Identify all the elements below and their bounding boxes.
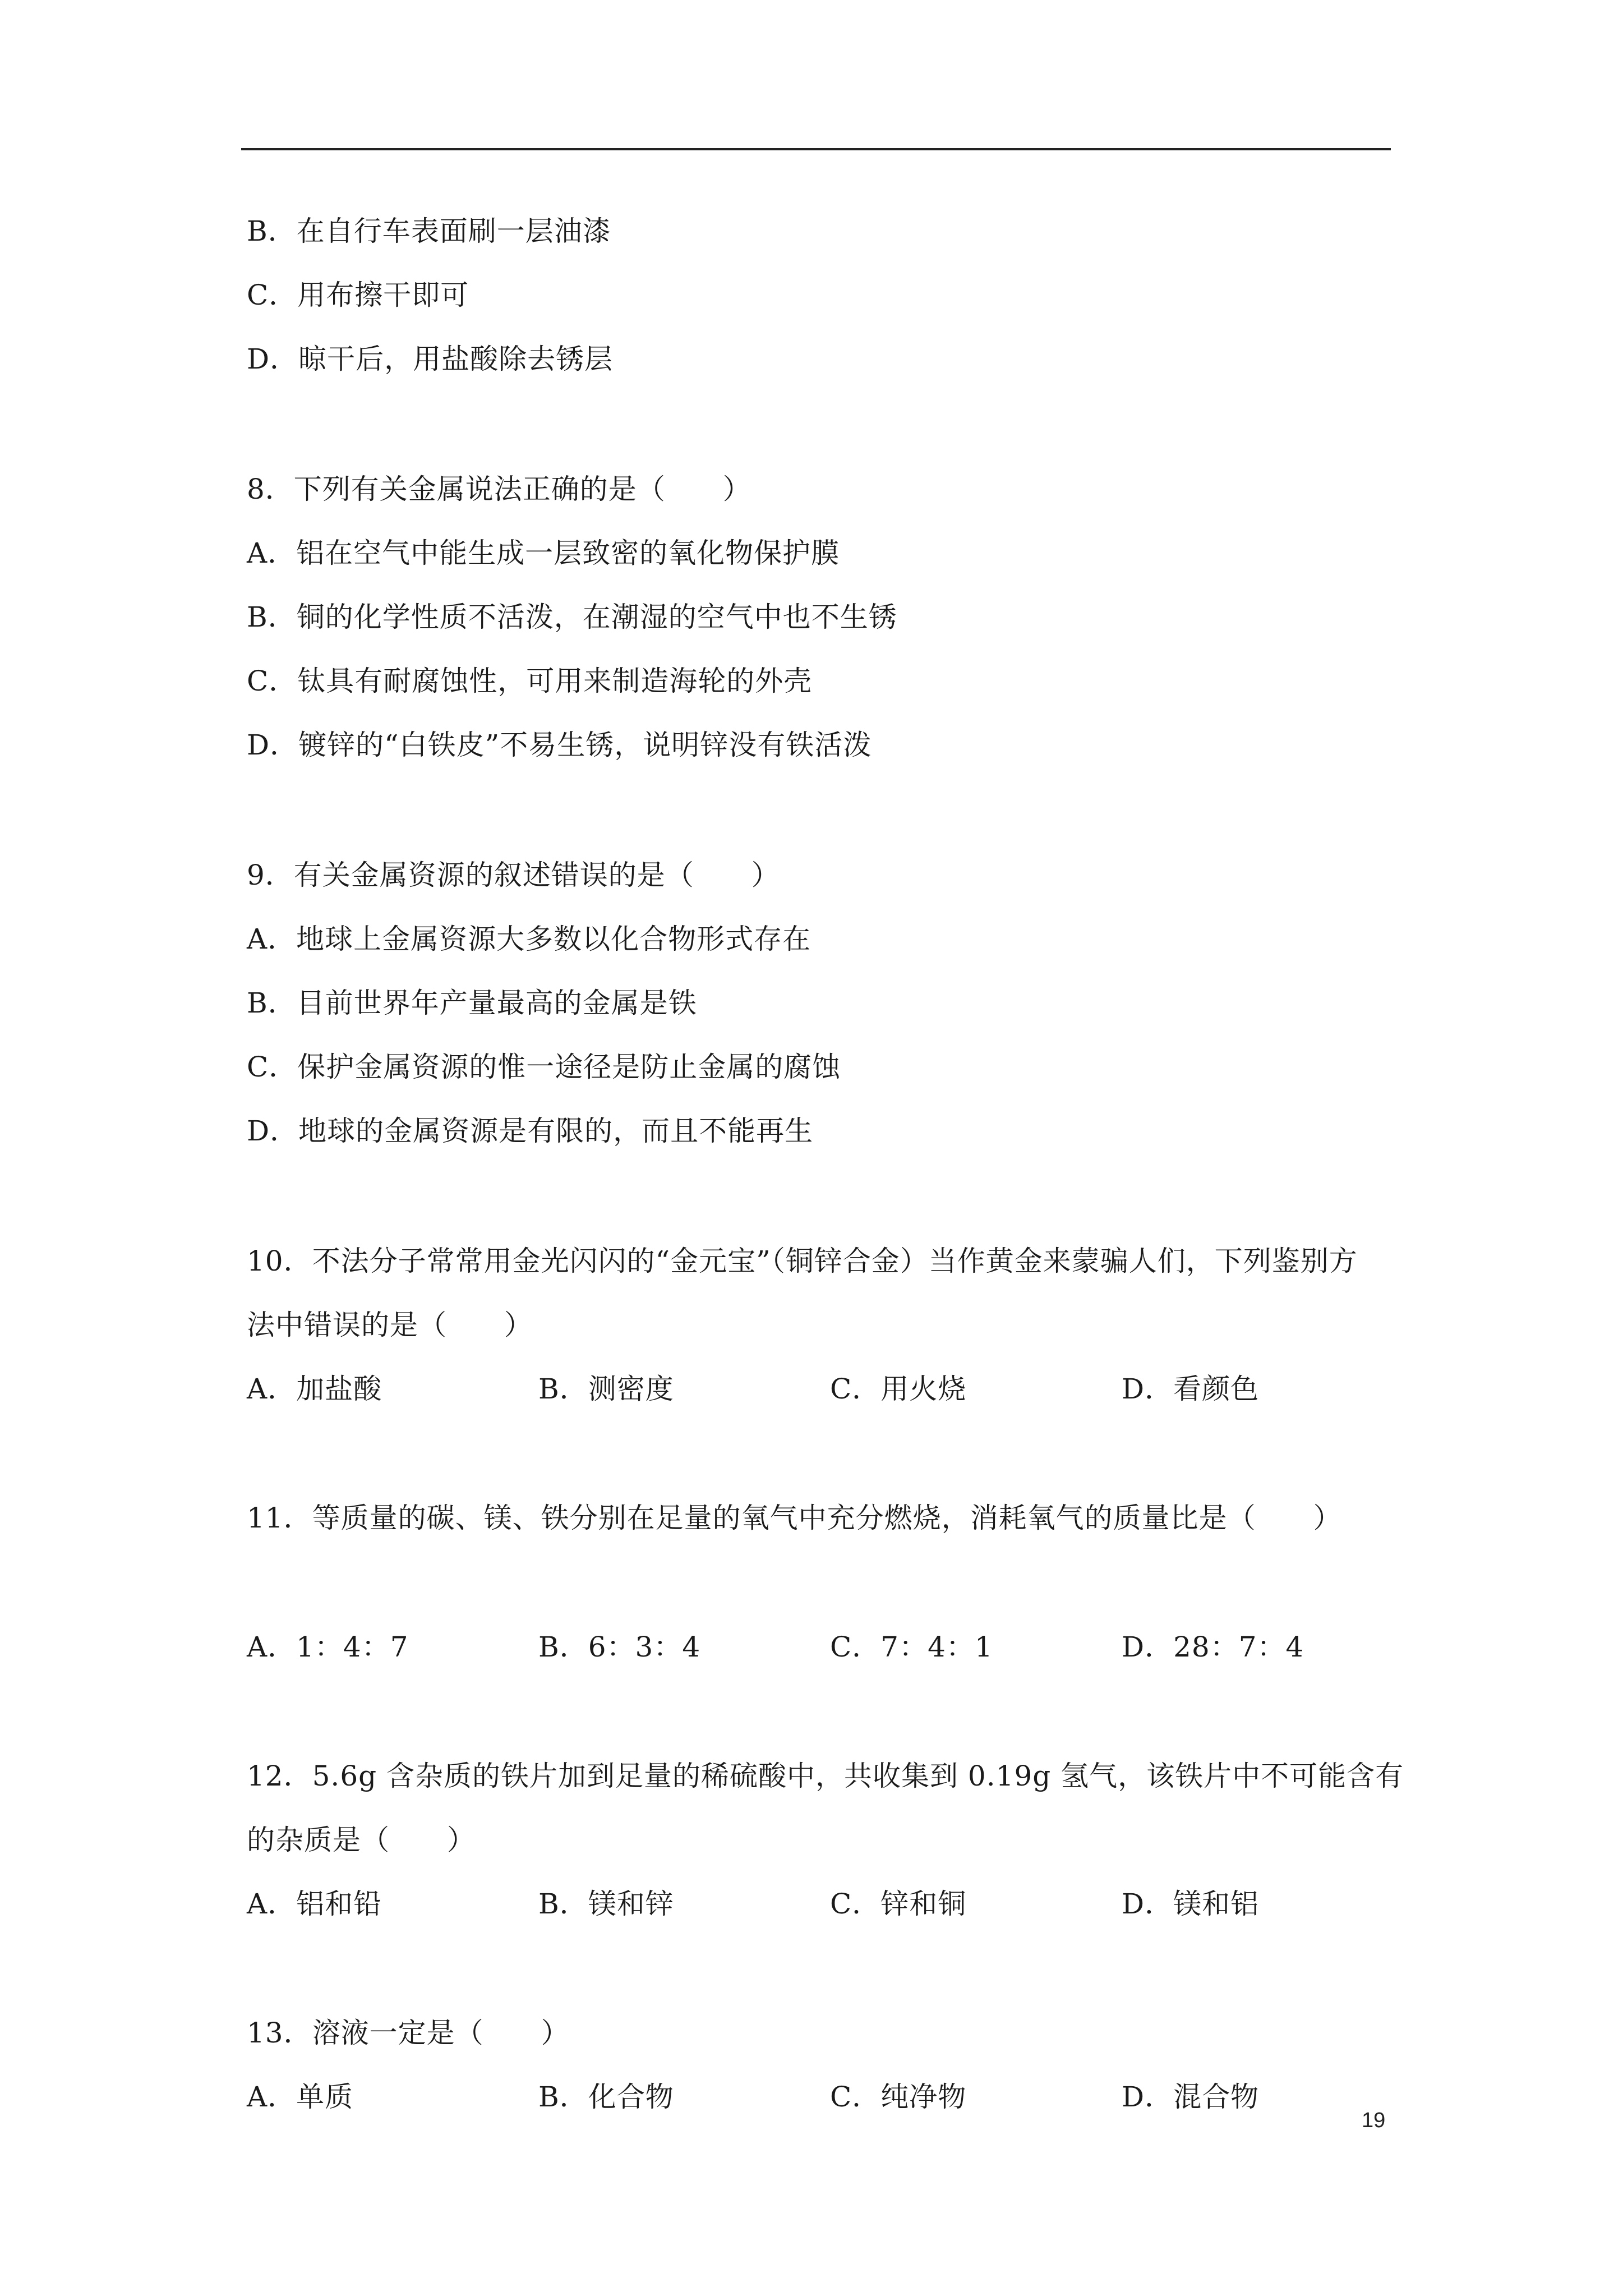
q8-option-c: C．钛具有耐腐蚀性，可用来制造海轮的外壳 [247, 665, 813, 697]
q7-option-d: D．晾干后，用盐酸除去锈层 [247, 343, 614, 375]
q8-stem: 8．下列有关金属说法正确的是（ ） [247, 473, 751, 505]
q12-option-a: A．铝和铅 [247, 1888, 382, 1920]
q13-option-c: C．纯净物 [830, 2081, 967, 2113]
q11-option-d: D．28：7：4 [1122, 1631, 1304, 1663]
q9-option-a: A．地球上金属资源大多数以化合物形式存在 [247, 923, 811, 955]
q12-option-b: B．镁和锌 [538, 1888, 674, 1920]
page-number: 19 [1362, 2109, 1386, 2132]
q9-option-d: D．地球的金属资源是有限的，而且不能再生 [247, 1115, 814, 1147]
header-rule [241, 148, 1391, 150]
q11-stem: 11．等质量的碳、镁、铁分别在足量的氧气中充分燃烧，消耗氧气的质量比是（ ） [247, 1502, 1342, 1534]
q10-stem-line2: 法中错误的是（ ） [247, 1309, 533, 1341]
q10-option-a: A．加盐酸 [247, 1373, 382, 1405]
q12-option-d: D．镁和铝 [1122, 1888, 1260, 1920]
q11-option-b: B．6：3：4 [538, 1631, 701, 1663]
q7-option-c: C．用布擦干即可 [247, 279, 469, 311]
q12-option-c: C．锌和铜 [830, 1888, 967, 1920]
q12-stem-line1: 12．5.6g 含杂质的铁片加到足量的稀硫酸中，共收集到 0.19g 氢气，该铁片中不可能含有 [247, 1760, 1404, 1792]
q11-option-c: C．7：4：1 [830, 1631, 993, 1663]
q10-option-d: D．看颜色 [1122, 1373, 1260, 1405]
q13-stem: 13．溶液一定是（ ） [247, 2017, 570, 2049]
q9-option-b: B．目前世界年产量最高的金属是铁 [247, 987, 697, 1019]
q13-option-a: A．单质 [247, 2081, 354, 2113]
q10-stem-line1: 10．不法分子常常用金光闪闪的“金元宝”（铜锌合金）当作黄金来蒙骗人们，下列鉴别方 [247, 1245, 1358, 1277]
q9-stem: 9．有关金属资源的叙述错误的是（ ） [247, 859, 780, 891]
q13-option-b: B．化合物 [538, 2081, 674, 2113]
q8-option-d: D．镀锌的“白铁皮”不易生锈，说明锌没有铁活泼 [247, 729, 872, 761]
q10-option-c: C．用火烧 [830, 1373, 967, 1405]
q12-stem-line2: 的杂质是（ ） [247, 1824, 476, 1856]
q7-option-b: B．在自行车表面刷一层油漆 [247, 215, 611, 247]
q11-option-a: A．1：4：7 [247, 1631, 409, 1663]
q8-option-b: B．铜的化学性质不活泼，在潮湿的空气中也不生锈 [247, 601, 897, 633]
q13-option-d: D．混合物 [1122, 2081, 1260, 2113]
q9-option-c: C．保护金属资源的惟一途径是防止金属的腐蚀 [247, 1051, 841, 1083]
q10-option-b: B．测密度 [538, 1373, 674, 1405]
q8-option-a: A．铝在空气中能生成一层致密的氧化物保护膜 [247, 537, 840, 569]
